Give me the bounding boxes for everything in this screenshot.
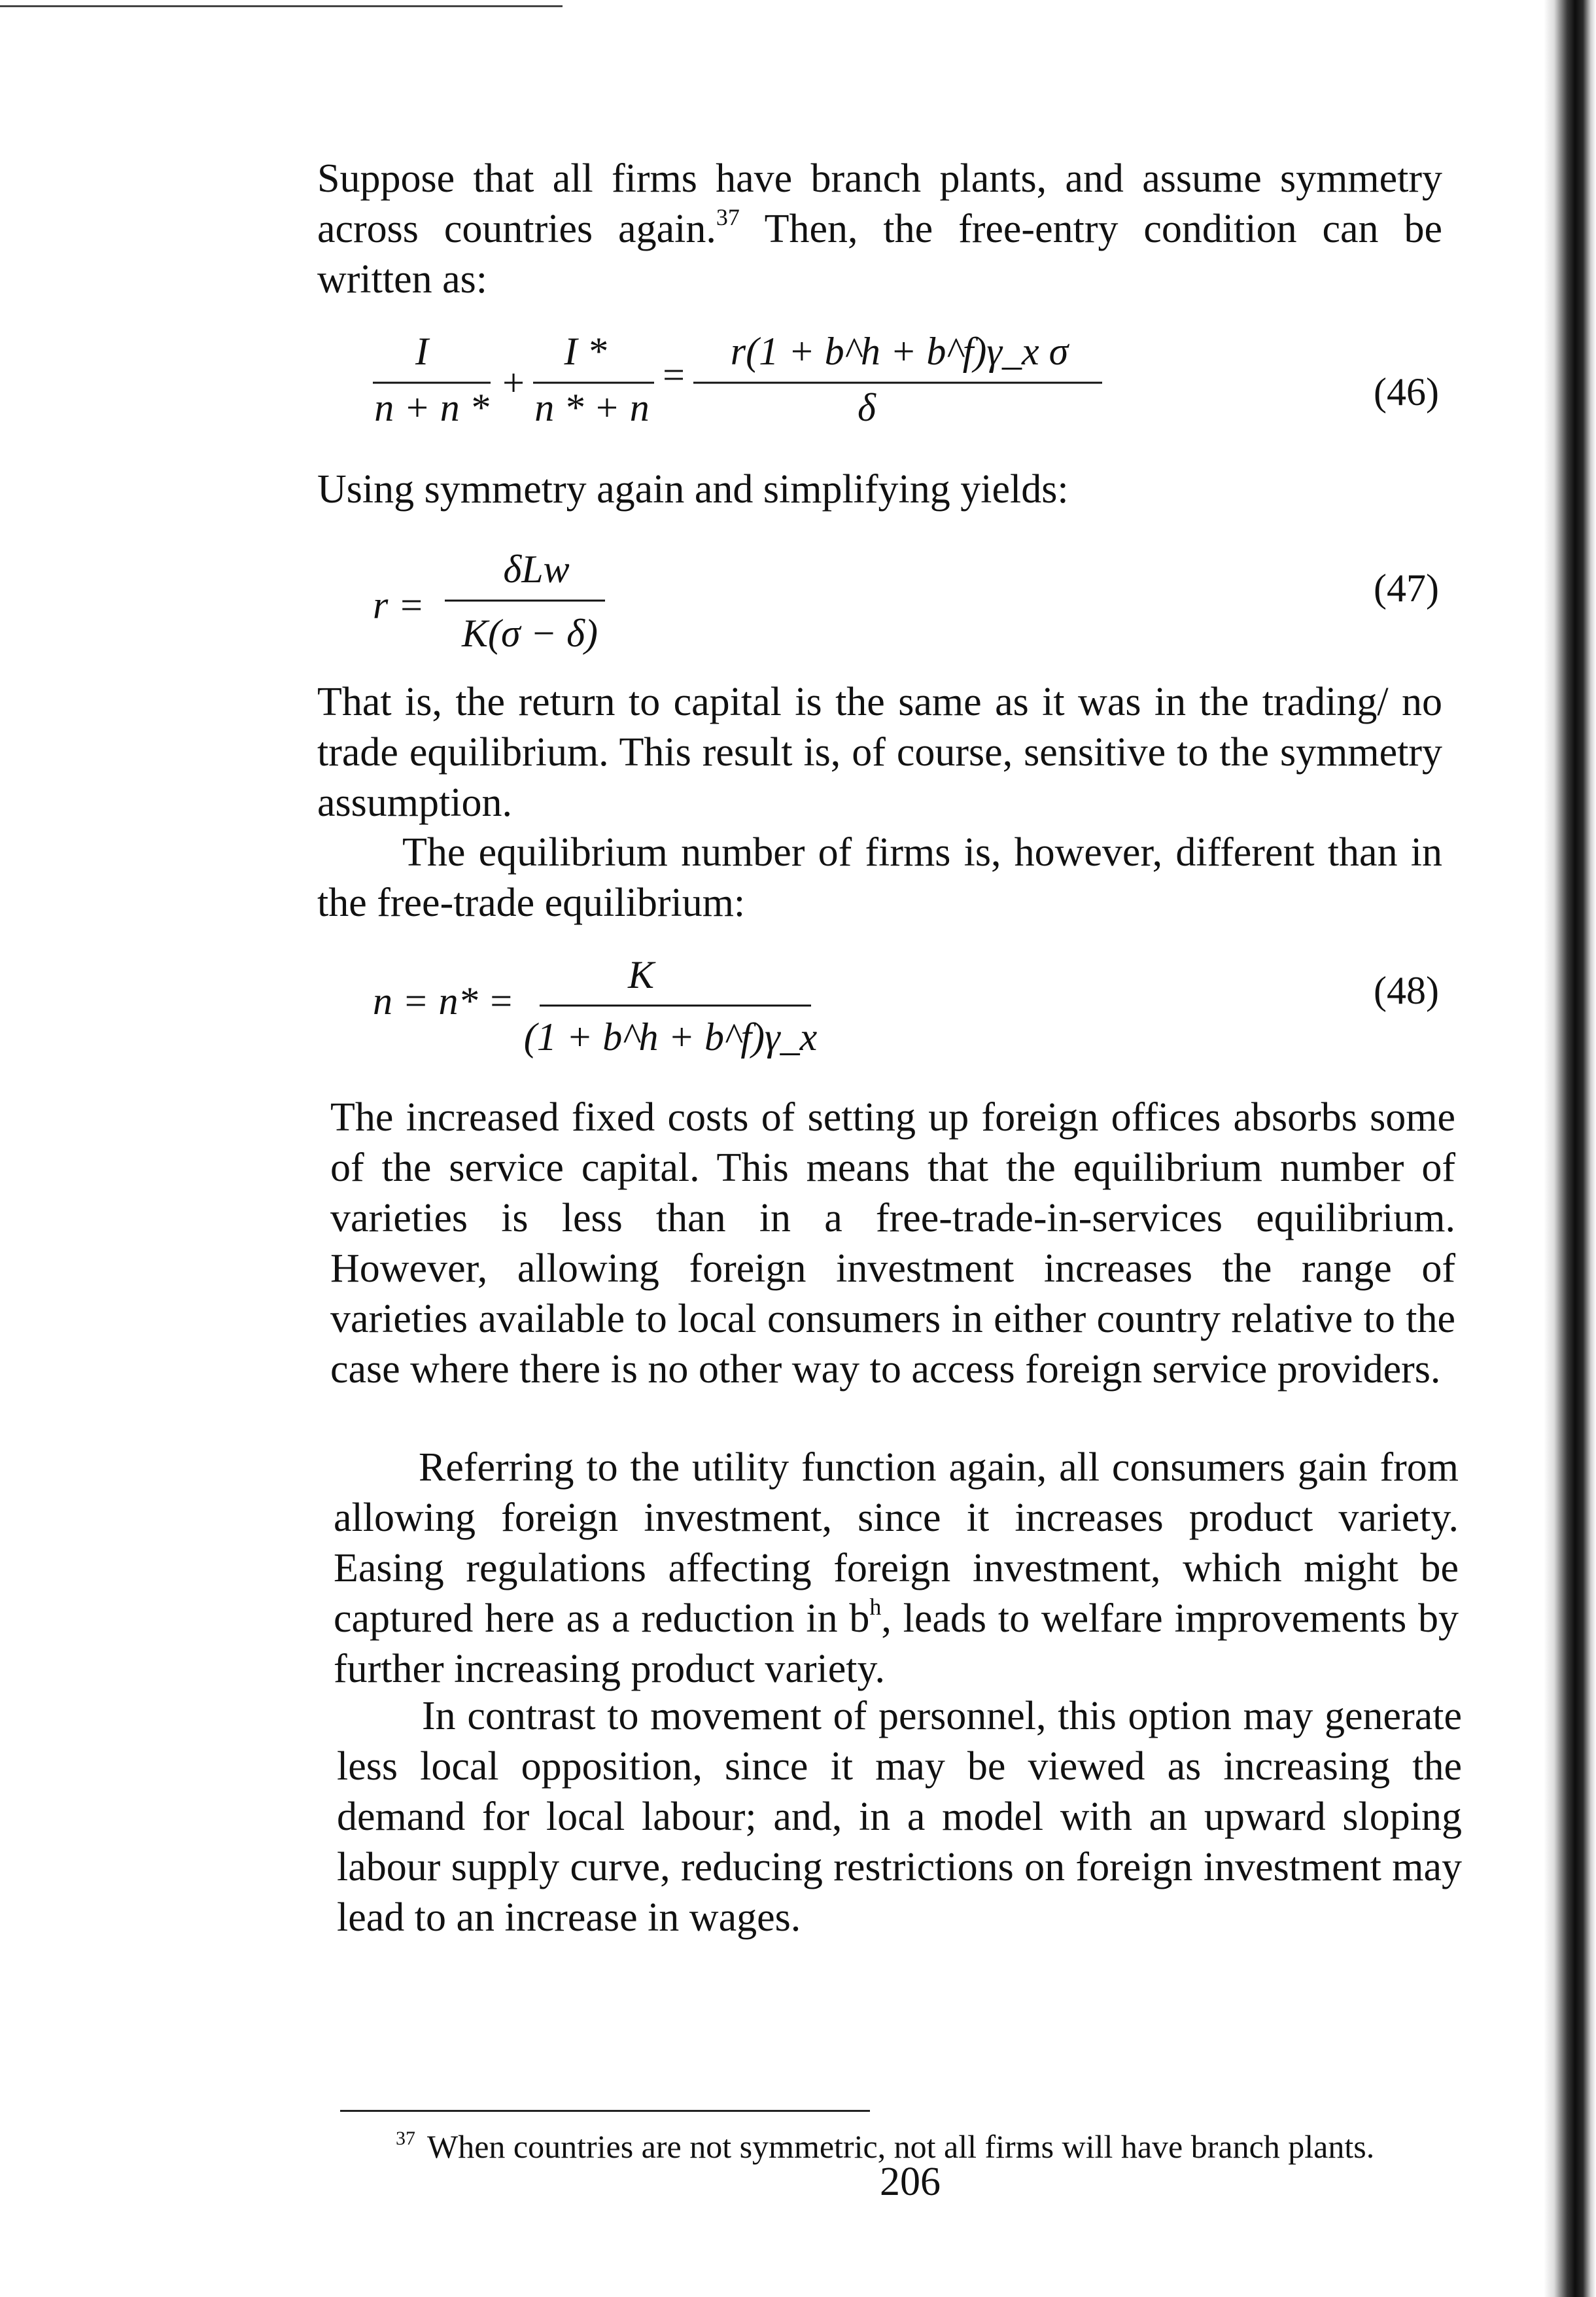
equation-48 (366, 945, 1465, 1057)
p1-text: Suppose that all firms have branch plants, and assume symmetry across countries again. (317, 156, 1442, 251)
p5-text: The increased fixed costs of setting up foreign offices absorbs some of the service capital. This means that the equilibrium number of varieties is less than in a free-trade-in-services equilibrium. However, allowing foreign investment increases the range of varieties available to local consumers in either country relative to the case where there is no other way to access foreign service providers. (330, 1095, 1455, 1392)
eq46-frac1-num: I (415, 330, 428, 373)
eq46-number: (46) (1374, 370, 1439, 413)
equation-47 (366, 536, 1465, 655)
p6-superscript: h (869, 1594, 882, 1620)
eq46-rhs-den: δ (858, 386, 876, 429)
eq48-num: K (627, 953, 655, 996)
p2-text: Using symmetry again and simplifying yields: (317, 467, 1069, 512)
equation-46 (366, 317, 1465, 429)
page-number: 206 (880, 2160, 941, 2204)
eq46-frac1-den: n + n * (374, 386, 489, 429)
eq46-equals: = (663, 353, 685, 396)
eq47-num: δLw (503, 548, 570, 591)
p6-text-cont: , leads to welfare improvements by further increasing product variety. (334, 1596, 1459, 1691)
paragraph-7 (337, 1691, 1462, 1943)
p1-text-cont: Then, the free-entry condition can be written as: (317, 207, 1442, 302)
eq47-den: K(σ − δ) (462, 612, 598, 655)
footnote-mark: 37 (396, 2128, 415, 2149)
eq46-frac2-num: I * (564, 330, 607, 373)
p4-text: The equilibrium number of firms is, however, different than in the free-trade equilibrium: (317, 830, 1442, 925)
eq47-lhs: r = (373, 584, 425, 627)
paragraph-6 (334, 1443, 1459, 1694)
equation-47-svg (366, 536, 1465, 661)
eq47-number: (47) (1374, 567, 1439, 610)
paragraph-3 (317, 677, 1442, 828)
footnote-rule (340, 2110, 870, 2112)
eq48-number: (48) (1374, 969, 1439, 1012)
eq48-lhs: n = n* = (373, 979, 514, 1023)
eq46-rhs-num: r(1 + b^h + b^f)γ_x σ (730, 330, 1069, 373)
paragraph-5 (330, 1093, 1455, 1395)
equation-48-svg (366, 945, 1465, 1070)
eq48-den: (1 + b^h + b^f)γ_x (523, 1015, 818, 1059)
top-edge-rule (0, 5, 563, 7)
paragraph-1 (317, 154, 1442, 305)
paragraph-4 (317, 828, 1442, 928)
paragraph-2 (317, 465, 1442, 515)
equation-46-svg (366, 317, 1465, 429)
p3-text: That is, the return to capital is the same as it was in the trading/ no trade equilibrium. This result is, of course, sensitive to the symmetry assumption. (317, 680, 1442, 825)
book-spine-shadow (1544, 0, 1596, 2297)
footnote-text: When countries are not symmetric, not all firms will have branch plants. (427, 2128, 1375, 2165)
p7-text: In contrast to movement of personnel, this option may generate less local opposition, since it may be viewed as increasing the demand for local labour; and, in a model with an upward sloping labour supply curve, reducing restrictions on foreign investment may lead to an increase in wages. (337, 1694, 1462, 1940)
eq46-frac2-den: n * + n (534, 386, 650, 429)
eq46-plus: + (502, 361, 525, 404)
footnote-ref[interactable]: 37 (716, 204, 740, 230)
p6-text: Referring to the utility function again, all consumers gain from allowing foreign investment, since it increases product variety. Easing regulations affecting foreign investment, which might be captured here as a reduction in b (334, 1445, 1459, 1641)
